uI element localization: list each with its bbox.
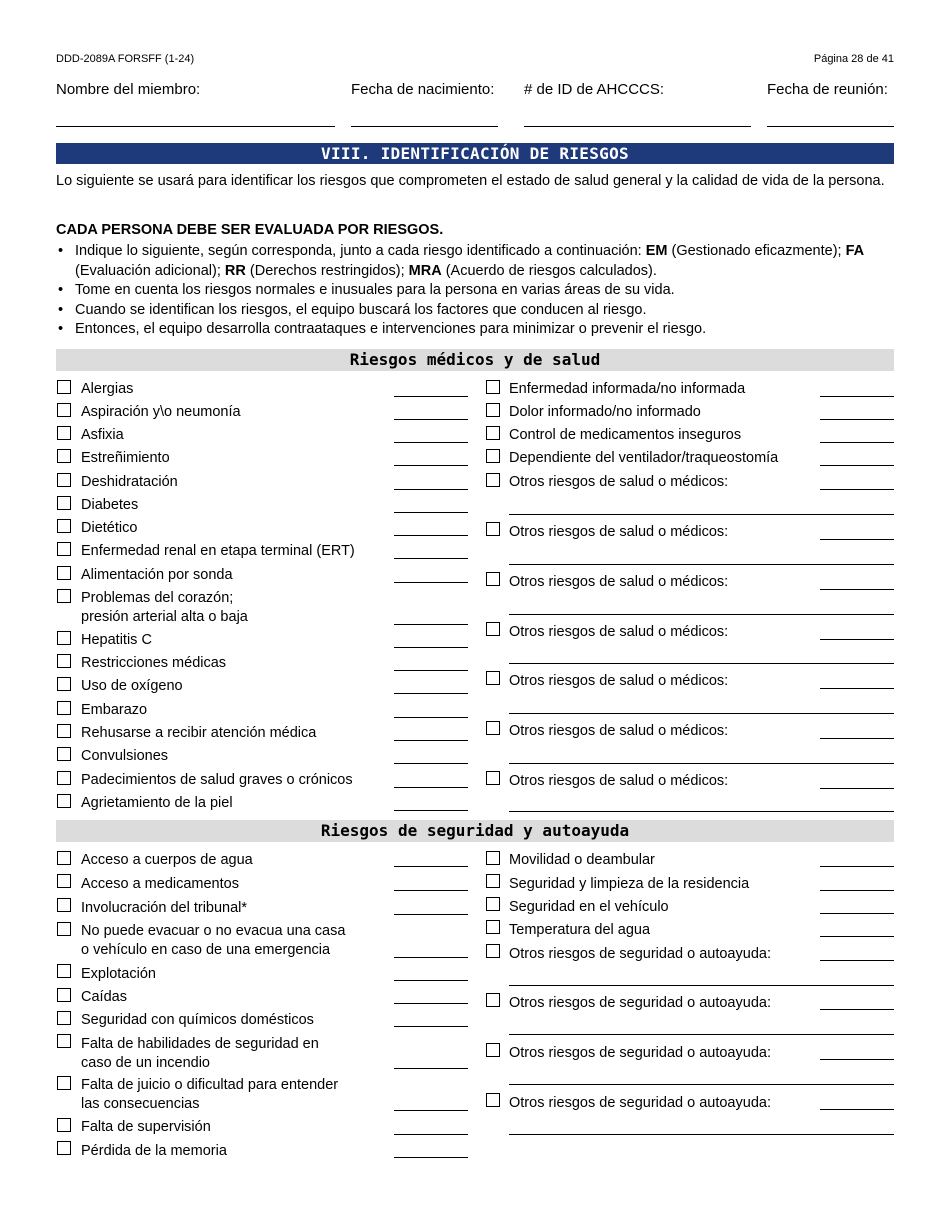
risk-code-field[interactable] [394,1134,468,1135]
safety-checkbox[interactable] [486,897,500,911]
risk-code-field[interactable] [394,693,468,694]
risk-code-field[interactable] [394,624,468,625]
medical-checkbox[interactable] [57,542,71,556]
medical-checkbox[interactable] [57,426,71,440]
risk-code-field[interactable] [820,419,894,420]
section-heading: CADA PERSONA DEBE SER EVALUADA POR RIESGOS. [56,222,444,238]
medical-checkbox[interactable] [57,771,71,785]
risk-code-field[interactable] [820,890,894,891]
safety-checkbox[interactable] [57,874,71,888]
safety-item-label: Falta de juicio o dificultad para entender las consecuencias [81,1077,339,1112]
medical-item-label: Alimentación por sonda [81,567,233,583]
risk-code-field[interactable] [394,740,468,741]
risk-code-field[interactable] [820,489,894,490]
safety-item-label: Acceso a medicamentos [81,876,239,892]
risk-code-field[interactable] [820,960,894,961]
medical-item-label: Problemas del corazón; presión arterial alta o baja [81,590,248,625]
medical-checkbox[interactable] [486,473,500,487]
safety-checkbox[interactable] [57,1034,71,1048]
risk-code-field[interactable] [820,465,894,466]
medical-item-label: Aspiración y\o neumonía [81,404,241,420]
medical-item-label: Otros riesgos de salud o médicos: [509,723,729,739]
risk-code-field[interactable] [394,1026,468,1027]
safety-item-label: Explotación [81,966,156,982]
safety-item-label: Seguridad y limpieza de la residencia [509,876,750,892]
risk-code-field[interactable] [820,936,894,937]
risk-code-field[interactable] [394,763,468,764]
medical-checkbox[interactable] [57,519,71,533]
instruction-item: • Indique lo siguiente, según corresponda, junto a cada riesgo identificado a continuación: EM (Gestionado eficazmente); FA (Evaluación adicional); RR (Derechos restringidos); MRA (Acuerdo de riesgos calculados). [56,242,896,281]
medical-checkbox[interactable] [57,449,71,463]
other-risk-text-field[interactable] [509,763,894,764]
safety-checkbox[interactable] [486,920,500,934]
medical-item-label: Otros riesgos de salud o médicos: [509,574,729,590]
other-risk-text-field[interactable] [509,1034,894,1035]
safety-checkbox[interactable] [486,874,500,888]
page-number: Página 28 de 41 [813,53,894,65]
risk-code-field[interactable] [394,489,468,490]
other-risk-text-field[interactable] [509,811,894,812]
risk-code-field[interactable] [394,558,468,559]
other-risk-text-field[interactable] [509,713,894,714]
medical-risks-title: Riesgos médicos y de salud [56,349,894,371]
risk-code-field[interactable] [394,535,468,536]
safety-item-label: Otros riesgos de seguridad o autoayuda: [509,1045,771,1061]
medical-checkbox[interactable] [57,566,71,580]
risk-code-field[interactable] [394,396,468,397]
medical-checkbox[interactable] [486,721,500,735]
instruction-item: • Tome en cuenta los riesgos normales e inusuales para la persona en varias áreas de su vida. [56,281,896,301]
safety-checkbox[interactable] [57,851,71,865]
safety-checkbox[interactable] [486,993,500,1007]
medical-item-label: Enfermedad informada/no informada [509,381,746,397]
risk-code-field[interactable] [394,1003,468,1004]
other-risk-text-field[interactable] [509,564,894,565]
risk-code-field[interactable] [394,717,468,718]
safety-item-label: Falta de supervisión [81,1119,211,1135]
medical-checkbox[interactable] [486,572,500,586]
medical-item-label: Otros riesgos de salud o médicos: [509,474,729,490]
medical-checkbox[interactable] [57,631,71,645]
meeting-date-label: Fecha de reunión: [767,81,888,98]
other-risk-text-field[interactable] [509,1134,894,1135]
medical-item-label: Convulsiones [81,748,169,764]
risk-code-field[interactable] [820,442,894,443]
safety-item-label: Involucración del tribunal* [81,900,248,916]
meeting-date-field[interactable] [767,126,894,127]
medical-checkbox[interactable] [57,747,71,761]
instruction-list [56,242,896,340]
medical-item-label: Asfixia [81,427,124,443]
dob-field[interactable] [351,126,498,127]
medical-item-label: Diabetes [81,497,139,513]
form-id: DDD-2089A FORSFF (1-24) [56,53,195,65]
safety-item-label: No puede evacuar o no evacua una casa o vehículo en caso de una emergencia [81,923,346,958]
risk-code-field[interactable] [394,670,468,671]
risk-code-field[interactable] [394,914,468,915]
risk-code-field[interactable] [820,738,894,739]
safety-checkbox[interactable] [57,964,71,978]
safety-checkbox[interactable] [57,1011,71,1025]
medical-checkbox[interactable] [486,622,500,636]
safety-item-label: Seguridad con químicos domésticos [81,1012,314,1028]
medical-item-label: Padecimientos de salud graves o crónicos [81,772,353,788]
medical-item-label: Deshidratación [81,474,178,490]
section-intro: Lo siguiente se usará para identificar los riesgos que comprometen el estado de salud general y la calidad de vida de la persona. [56,173,885,189]
safety-risks-title: Riesgos de seguridad y autoayuda [56,820,894,842]
medical-item-label: Otros riesgos de salud o médicos: [509,624,729,640]
risk-code-field[interactable] [820,639,894,640]
medical-item-label: Uso de oxígeno [81,678,183,694]
safety-checkbox[interactable] [486,1043,500,1057]
risk-code-field[interactable] [394,890,468,891]
other-risk-text-field[interactable] [509,663,894,664]
medical-item-label: Alergias [81,381,134,397]
risk-code-field[interactable] [394,1157,468,1158]
instruction-item: • Cuando se identifican los riesgos, el equipo buscará los factores que conducen al riesgo. [56,301,896,321]
medical-checkbox[interactable] [486,449,500,463]
risk-code-field[interactable] [394,787,468,788]
risk-code-field[interactable] [820,788,894,789]
risk-code-field[interactable] [820,1059,894,1060]
medical-checkbox[interactable] [486,380,500,394]
medical-checkbox[interactable] [57,380,71,394]
instruction-item: • Entonces, el equipo desarrolla contraataques e intervenciones para minimizar o prevenir el riesgo. [56,320,896,340]
medical-checkbox[interactable] [486,403,500,417]
risk-code-field[interactable] [394,1110,468,1111]
risk-code-field[interactable] [820,589,894,590]
safety-checkbox[interactable] [57,1141,71,1155]
safety-checkbox[interactable] [486,851,500,865]
dob-label: Fecha de nacimiento: [351,81,495,98]
risk-code-field[interactable] [820,1009,894,1010]
risk-code-field[interactable] [394,465,468,466]
safety-checkbox[interactable] [57,1118,71,1132]
medical-item-label: Otros riesgos de salud o médicos: [509,673,729,689]
section-title: VIII. IDENTIFICACIÓN DE RIESGOS [56,143,894,164]
safety-checkbox[interactable] [57,922,71,936]
safety-item-label: Otros riesgos de seguridad o autoayuda: [509,1095,771,1111]
risk-code-field[interactable] [394,419,468,420]
other-risk-text-field[interactable] [509,985,894,986]
medical-checkbox[interactable] [486,671,500,685]
medical-checkbox[interactable] [57,589,71,603]
medical-item-label: Enfermedad renal en etapa terminal (ERT) [81,543,355,559]
medical-item-label: Otros riesgos de salud o médicos: [509,773,729,789]
safety-item-label: Temperatura del agua [509,922,651,938]
safety-item-label: Pérdida de la memoria [81,1143,227,1159]
risk-code-field[interactable] [394,866,468,867]
risk-code-field[interactable] [394,442,468,443]
risk-code-field[interactable] [394,512,468,513]
risk-code-field[interactable] [820,688,894,689]
safety-item-label: Seguridad en el vehículo [509,899,669,915]
risk-code-field[interactable] [820,396,894,397]
safety-checkbox[interactable] [57,988,71,1002]
medical-checkbox[interactable] [57,701,71,715]
medical-checkbox[interactable] [57,654,71,668]
risk-code-field[interactable] [394,647,468,648]
medical-checkbox[interactable] [57,496,71,510]
safety-checkbox[interactable] [57,1076,71,1090]
risk-code-field[interactable] [820,1109,894,1110]
safety-item-label: Acceso a cuerpos de agua [81,852,253,868]
medical-item-label: Rehusarse a recibir atención médica [81,725,317,741]
medical-item-label: Agrietamiento de la piel [81,795,233,811]
medical-item-label: Dolor informado/no informado [509,404,701,420]
medical-checkbox[interactable] [57,677,71,691]
safety-checkbox[interactable] [486,1093,500,1107]
safety-item-label: Falta de habilidades de seguridad en caso de un incendio [81,1036,319,1071]
risk-code-field[interactable] [820,913,894,914]
medical-item-label: Restricciones médicas [81,655,227,671]
medical-item-label: Embarazo [81,702,148,718]
other-risk-text-field[interactable] [509,614,894,615]
risk-code-field[interactable] [820,539,894,540]
medical-item-label: Hepatitis C [81,632,152,648]
risk-code-field[interactable] [394,957,468,958]
medical-item-label: Dependiente del ventilador/traqueostomía [509,450,779,466]
risk-code-field[interactable] [394,980,468,981]
safety-item-label: Movilidad o deambular [509,852,655,868]
other-risk-text-field[interactable] [509,1084,894,1085]
risk-code-field[interactable] [394,810,468,811]
medical-checkbox[interactable] [486,426,500,440]
safety-checkbox[interactable] [486,944,500,958]
medical-checkbox[interactable] [57,794,71,808]
member-name-label: Nombre del miembro: [56,81,201,98]
other-risk-text-field[interactable] [509,514,894,515]
medical-item-label: Dietético [81,520,138,536]
safety-checkbox[interactable] [57,898,71,912]
safety-item-label: Caídas [81,989,127,1005]
safety-item-label: Otros riesgos de seguridad o autoayuda: [509,995,771,1011]
medical-checkbox[interactable] [57,403,71,417]
medical-checkbox[interactable] [57,473,71,487]
medical-item-label: Estreñimiento [81,450,170,466]
medical-checkbox[interactable] [57,724,71,738]
medical-item-label: Otros riesgos de salud o médicos: [509,524,729,540]
safety-item-label: Otros riesgos de seguridad o autoayuda: [509,946,771,962]
medical-checkbox[interactable] [486,771,500,785]
risk-code-field[interactable] [820,866,894,867]
ahcccs-id-field[interactable] [524,126,751,127]
risk-code-field[interactable] [394,1068,468,1069]
medical-checkbox[interactable] [486,522,500,536]
risk-code-field[interactable] [394,582,468,583]
member-name-field[interactable] [56,126,335,127]
ahcccs-id-label: # de ID de AHCCCS: [524,81,665,98]
medical-item-label: Control de medicamentos inseguros [509,427,742,443]
